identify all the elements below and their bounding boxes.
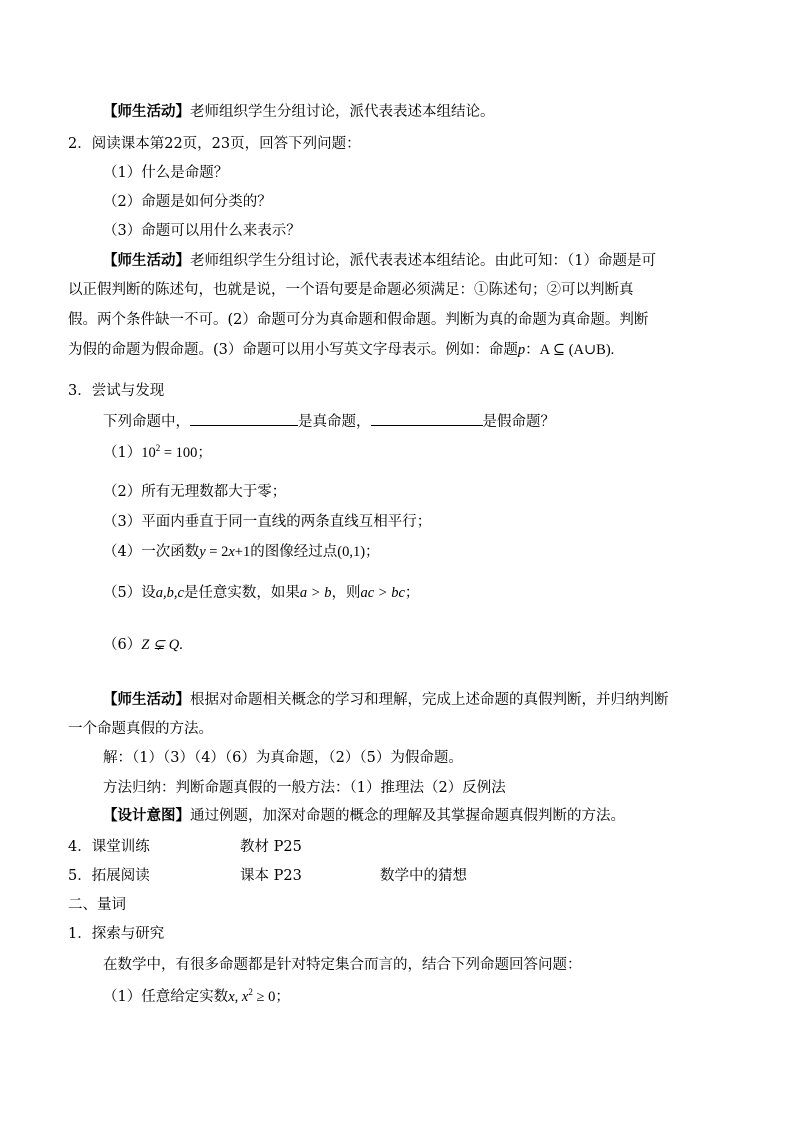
math-y: y [199, 544, 206, 560]
answer-blank-false[interactable] [371, 411, 483, 426]
math-variable: x, x [228, 989, 249, 1005]
math-part: +1 [234, 544, 251, 560]
item-3: （3）平面内垂直于同一直线的两条直线互相平行； [103, 514, 432, 530]
method-summary: 方法归纳：判断命题真假的一般方法：（1）推理法（2）反例法 [103, 780, 506, 796]
item-text: 是任意实数，如果 [183, 585, 300, 601]
math-conclusion: ac > bc [360, 585, 405, 601]
math-x: x [228, 544, 235, 560]
math-base: 10 [141, 445, 156, 461]
item-2: （2）所有无理数都大于零； [103, 484, 287, 500]
teacher-activity-line [103, 102, 495, 122]
section-3-heading: 3．尝试与发现 [68, 383, 165, 399]
section-4-label: 4．课堂训练 [68, 839, 150, 855]
item-1 [103, 443, 212, 463]
item-punct: ； [404, 585, 420, 601]
math-equation: = 100； [160, 445, 212, 461]
explore-heading: 1．探索与研究 [68, 926, 165, 942]
item-number: （1） [103, 445, 142, 461]
item-punct: ； [365, 544, 380, 560]
section-5-label: 5．拓展阅读 [68, 868, 150, 884]
section-2-quantifier-heading: 二、量词 [68, 897, 126, 913]
prompt-text: 是假命题？ [482, 414, 555, 430]
question-2: （2）命题是如何分类的？ [103, 194, 272, 210]
math-condition: a > b [299, 585, 332, 601]
activity-2-line-1 [103, 690, 669, 710]
math-part: = 2 [205, 544, 229, 560]
answer-blank-true[interactable] [190, 411, 298, 426]
activity-tag: 【师生活动】 [103, 103, 190, 120]
activity-text: 老师组织学生分组讨论，派代表表述本组结论。由此可知：（1）命题是可 [190, 253, 656, 269]
explore-intro: 在数学中，有很多命题都是针对特定集合而言的，结合下列命题回答问题： [103, 957, 582, 973]
prompt-text: 是真命题， [298, 414, 371, 430]
design-tag: 【设计意图】 [103, 807, 190, 824]
item-text: 的图像经过点 [250, 544, 338, 560]
math-set-expression: ：A ⊆ (A∪B). [525, 342, 615, 358]
math-point: (0,1) [337, 544, 366, 560]
item-text: （4）一次函数 [103, 544, 200, 560]
math-exponent: 2 [248, 987, 253, 997]
item-5 [103, 583, 419, 603]
section-5-ref: 课本 P23 [240, 868, 302, 884]
fill-blank-prompt [103, 411, 555, 432]
item-text: （5）设 [103, 585, 156, 601]
activity-paragraph-line-2: 以正假判断的陈述句，也就是说，一个语句要是命题必须满足：①陈述句；②可以判断真 [68, 282, 634, 298]
activity-paragraph-line-4 [68, 340, 614, 360]
design-text: 通过例题，加深对命题的概念的理解及其掌握命题真假判断的方法。 [190, 808, 625, 824]
item-6 [103, 635, 183, 655]
prompt-text: 下列命题中， [103, 414, 190, 430]
section-5-title: 数学中的猜想 [380, 868, 467, 884]
item-text: （1）任意给定实数 [103, 989, 229, 1005]
activity-tag: 【师生活动】 [103, 252, 190, 269]
answer-line: 解：（1）（3）（4）（6）为真命题，（2）（5）为假命题。 [103, 750, 463, 766]
item-4 [103, 542, 380, 562]
activity-text: 根据对命题相关概念的学习和理解，完成上述命题的真假判断，并归纳判断 [190, 692, 669, 708]
activity-tag: 【师生活动】 [103, 691, 190, 708]
item-text: ，则 [331, 585, 361, 601]
math-p: p [517, 342, 526, 358]
activity-paragraph-line-3: 假。两个条件缺一不可。(2）命题可分为真命题和假命题。判断为真的命题为真命题。判断 [68, 312, 649, 328]
activity-paragraph-line-1 [103, 251, 656, 271]
math-inequality: ≥ 0 [252, 989, 276, 1005]
math-exponent: 2 [155, 443, 161, 453]
activity-text: 老师组织学生分组讨论，派代表表述本组结论。 [190, 104, 495, 120]
item-number: （6） [103, 637, 142, 653]
section-2-heading: 2．阅读课本第22页，23页，回答下列问题： [68, 136, 361, 152]
math-subset-relation: Z ⊊ Q [141, 637, 180, 653]
math-variables: a,b,c [155, 585, 184, 601]
activity-text: 为假的命题为假命题。(3）命题可以用小写英文字母表示。例如：命题 [68, 342, 518, 358]
item-punct: ； [275, 989, 290, 1005]
section-4-ref: 教材 P25 [240, 839, 302, 855]
question-1: （1）什么是命题？ [103, 165, 229, 181]
question-3: （3）命题可以用什么来表示？ [103, 223, 301, 239]
design-intent [103, 806, 625, 826]
quantifier-item-1 [103, 987, 290, 1007]
activity-2-line-2: 一个命题真假的方法。 [68, 721, 213, 737]
item-punct: . [179, 637, 183, 653]
